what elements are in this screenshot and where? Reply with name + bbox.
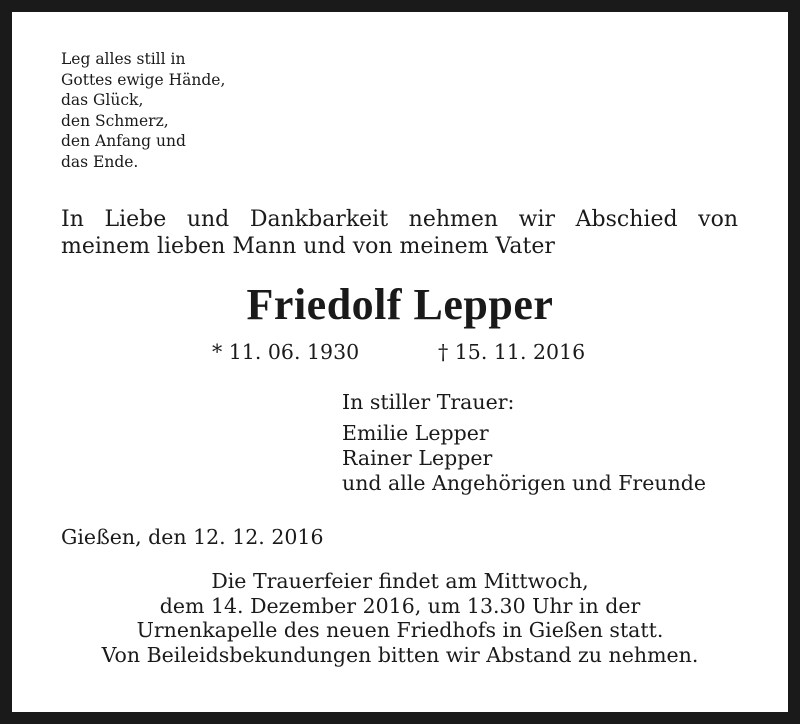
ceremony-line: Urnenkapelle des neuen Friedhofs in Gießen statt. bbox=[136, 618, 664, 642]
poem-line: das Ende. bbox=[61, 152, 139, 171]
death-date: † 15. 11. 2016 bbox=[438, 340, 586, 364]
intro-line-1: In Liebe und Dankbarkeit nehmen wir Abschied von bbox=[61, 207, 738, 232]
farewell-intro bbox=[61, 206, 738, 260]
poem-line: das Glück, bbox=[61, 91, 144, 109]
poem-line: Gottes ewige Hände, bbox=[61, 70, 226, 89]
intro-line-2: meinem lieben Mann und von meinem Vater bbox=[61, 234, 555, 259]
mourner-name: Emilie Lepper bbox=[342, 421, 489, 445]
ceremony-line: Die Trauerfeier findet am Mittwoch, bbox=[211, 569, 589, 593]
birth-date: * 11. 06. 1930 bbox=[212, 340, 360, 364]
mourners-block bbox=[342, 390, 706, 496]
ceremony-line: dem 14. Dezember 2016, um 13.30 Uhr in der bbox=[159, 593, 641, 618]
deceased-name: Friedolf Lepper bbox=[246, 280, 554, 329]
mourner-name: Rainer Lepper bbox=[342, 446, 493, 470]
funeral-notice bbox=[0, 569, 800, 667]
poem-verse bbox=[61, 49, 225, 172]
poem-line: Leg alles still in bbox=[61, 50, 186, 68]
ceremony-line: Von Beileidsbekundungen bitten wir Abstand zu nehmen. bbox=[101, 642, 699, 667]
poem-line: den Schmerz, bbox=[61, 111, 169, 130]
mourners-heading: In stiller Trauer: bbox=[342, 390, 515, 414]
place-and-date: Gießen, den 12. 12. 2016 bbox=[61, 525, 324, 549]
poem-line: den Anfang und bbox=[61, 132, 186, 150]
mourner-name: und alle Angehörigen und Freunde bbox=[342, 471, 707, 495]
